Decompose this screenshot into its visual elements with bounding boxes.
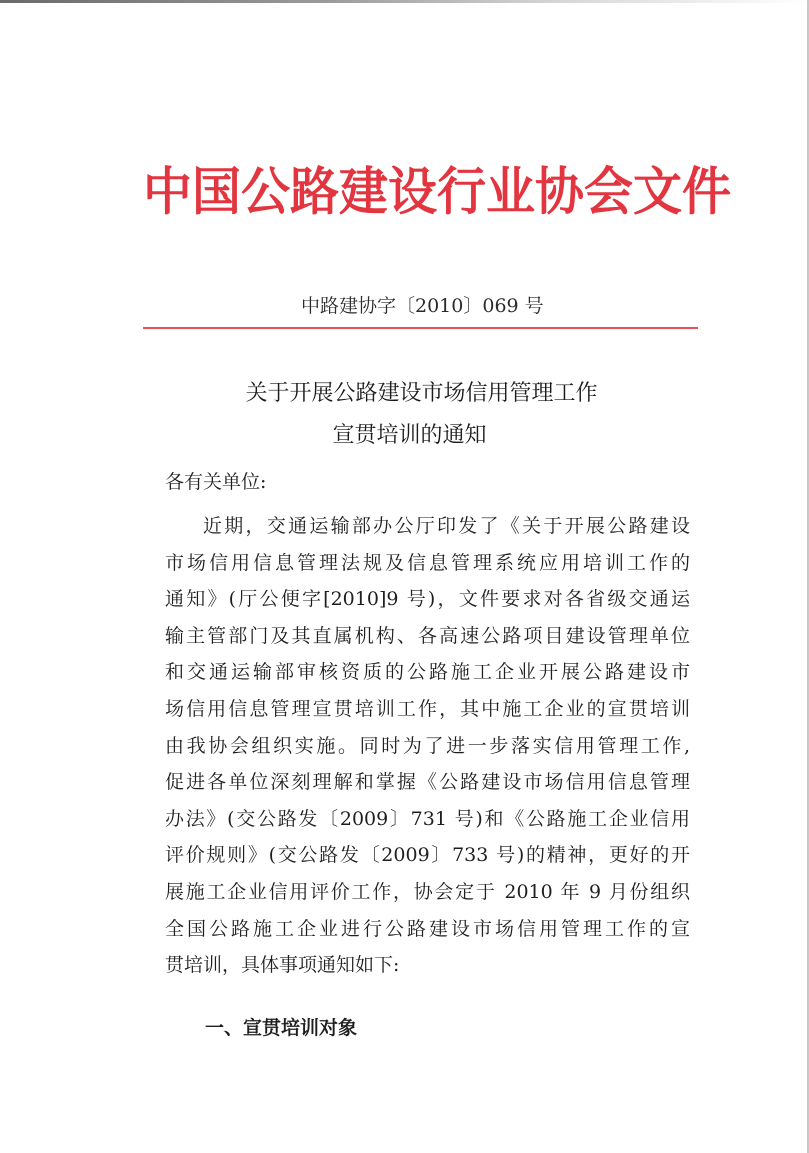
- body-line: 贯培训，具体事项通知如下:: [165, 954, 400, 977]
- body-line: 展施工企业信用评价工作，协会定于 2010 年 9 月份组织: [165, 880, 690, 903]
- body-line: 近期，交通运输部办公厅印发了《关于开展公路建设: [203, 515, 690, 537]
- body-paragraph: [165, 508, 690, 984]
- body-line: 和交通运输部审核资质的公路施工企业开展公路建设市: [165, 661, 690, 684]
- document-title-line-2: 宣贯培训的通知: [332, 423, 487, 448]
- document-number: 中路建协字〔2010〕069 号: [301, 295, 544, 317]
- body-line: 办法》(交公路发〔2009〕731 号)和《公路施工企业信用: [165, 807, 690, 830]
- body-line: 促进各单位深刻理解和掌握《公路建设市场信用信息管理: [165, 771, 690, 794]
- body-line: 输主管部门及其直属机构、各高速公路项目建设管理单位: [165, 624, 690, 647]
- document-title-line-1: 关于开展公路建设市场信用管理工作: [245, 381, 598, 406]
- red-divider-line: [143, 327, 698, 329]
- scan-edge-top: [0, 0, 809, 3]
- body-line: 评价规则》(交公路发〔2009〕733 号)的精神，更好的开: [165, 844, 690, 867]
- document-masthead: 中国公路建设行业协会文件: [143, 162, 732, 223]
- body-line: 全国公路施工企业进行公路建设市场信用管理工作的宣: [165, 917, 690, 940]
- body-line: 市场信用信息管理法规及信息管理系统应用培训工作的: [165, 551, 690, 574]
- body-line: 通知》(厅公便字[2010]9 号)，文件要求对各省级交通运: [165, 588, 690, 611]
- body-line: 由我协会组织实施。同时为了进一步落实信用管理工作,: [165, 734, 690, 757]
- salutation: 各有关单位:: [165, 471, 267, 493]
- body-line: 场信用信息管理宣贯培训工作，其中施工企业的宣贯培训: [165, 697, 690, 720]
- section-heading: 一、宣贯培训对象: [205, 1017, 358, 1039]
